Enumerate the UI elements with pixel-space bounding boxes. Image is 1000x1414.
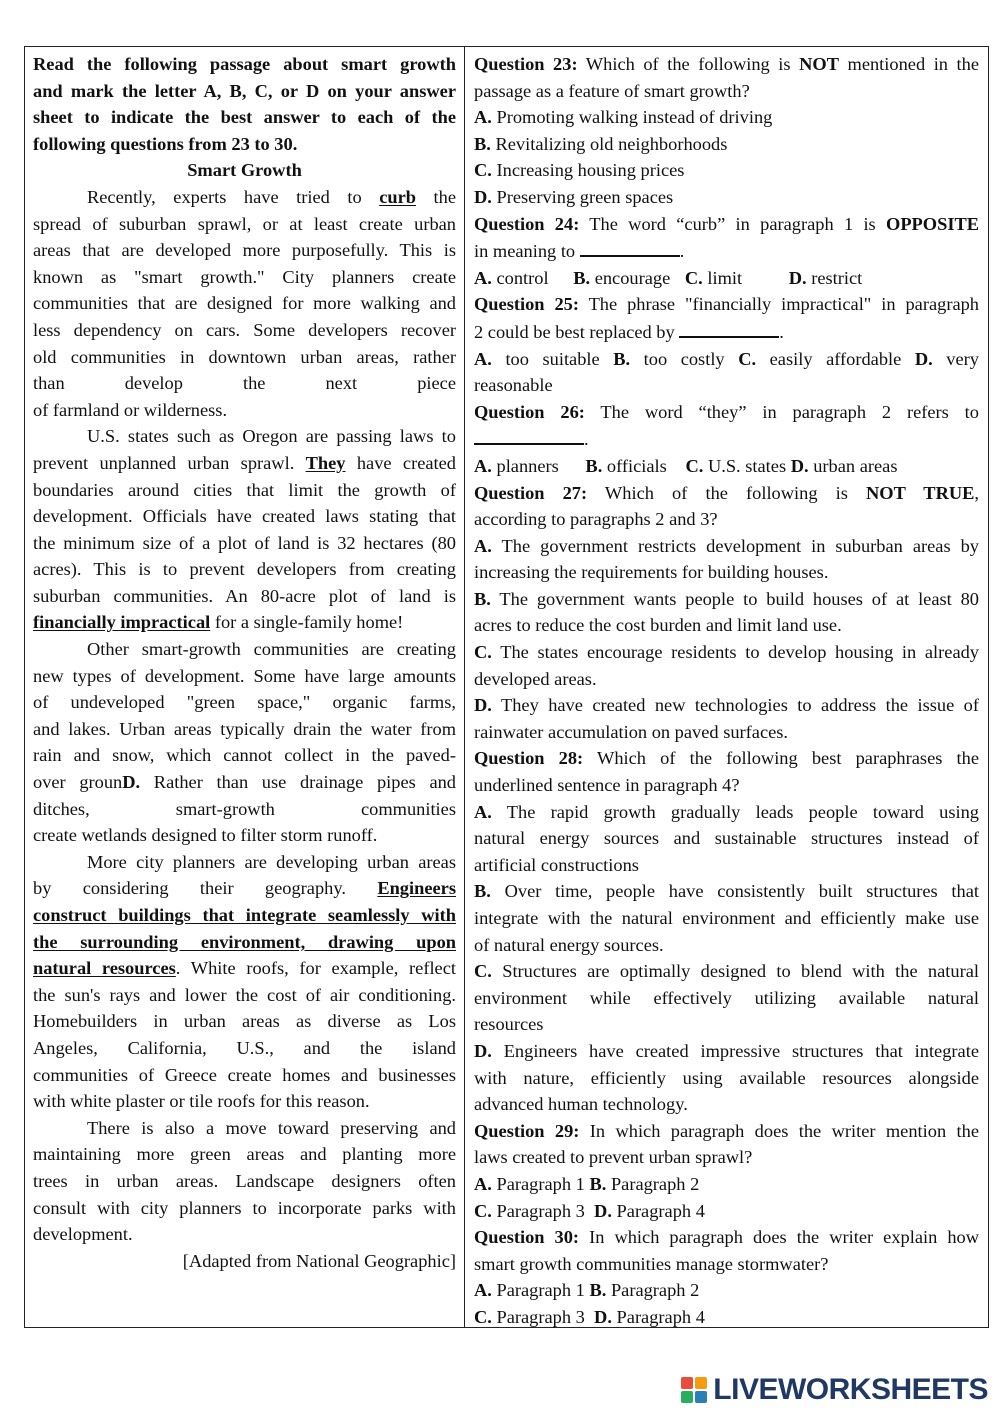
text-line: old communities in downtown urban areas, rather xyxy=(33,346,456,367)
underlined-sentence: the surrounding environment, drawing upon xyxy=(33,931,456,952)
option-a[interactable]: A. The rapid growth gradually leads people toward using natural energy sources and sustainable structures instead of artificial constructions xyxy=(474,801,979,875)
text-line: known as "smart growth." City planners create xyxy=(33,266,456,287)
text-line: Homebuilders in urban areas as diverse as Los xyxy=(33,1011,456,1032)
questions-column xyxy=(465,47,988,1327)
text-line: by considering their geography. Engineers xyxy=(33,878,456,899)
option-c[interactable]: C. Paragraph 3 xyxy=(474,1200,585,1221)
option-b[interactable]: B. Revitalizing old neighborhoods xyxy=(474,133,728,154)
paragraph-1 xyxy=(33,184,456,423)
underlined-sentence: Engineers xyxy=(377,878,456,899)
option-a[interactable]: A. planners xyxy=(474,455,559,476)
text-line: the sun's rays and lower the cost of air conditioning. xyxy=(33,984,456,1005)
options-row xyxy=(474,1171,979,1198)
option-d[interactable]: D. very xyxy=(914,348,979,369)
answer-blank[interactable] xyxy=(580,237,680,257)
option-a[interactable]: A. control xyxy=(474,267,549,288)
brand-name: LIVEWORKSHEETS xyxy=(713,1373,988,1406)
question-stem: passage as a feature of smart growth? xyxy=(474,80,750,101)
question-stem: Question 27: Which of the following is NOT TRUE, xyxy=(474,482,980,503)
text-line: the minimum size of a plot of land is 32 hectares (80 xyxy=(33,532,456,553)
underlined-sentence: construct buildings that integrate seamlessly with xyxy=(33,905,456,925)
answer-blank[interactable] xyxy=(474,425,584,445)
instructions-line: sheet to indicate the best answer to each of the xyxy=(33,107,456,128)
question-stem: Question 30: In which paragraph does the writer explain how xyxy=(474,1227,979,1248)
instructions-line: Read the following passage about smart growth xyxy=(33,54,456,74)
question-stem: laws created to prevent urban sprawl? xyxy=(474,1147,753,1168)
passage-column xyxy=(25,47,465,1327)
option-a[interactable]: A. Promoting walking instead of driving xyxy=(474,107,773,128)
options-row xyxy=(474,346,979,373)
text-line: development. xyxy=(33,1224,133,1245)
question-stem: smart growth communities manage stormwater? xyxy=(474,1253,829,1274)
option-b[interactable]: B. Over time, people have consistently built structures that integrate with the natural environment and efficiently make use of natural energy sources. xyxy=(474,881,979,955)
question-stem: in meaning to . xyxy=(474,237,979,265)
text-line: acres). This is to prevent developers from creating xyxy=(33,559,456,580)
option-c[interactable]: C. Increasing housing prices xyxy=(474,160,685,181)
text-line: boundaries around cities that limit the growth of xyxy=(33,479,456,500)
liveworksheets-logo-icon xyxy=(681,1377,707,1403)
question-stem: Question 29: In which paragraph does the writer mention the xyxy=(474,1120,979,1141)
text-line: Other smart-growth communities are creating xyxy=(87,639,456,660)
text-line: and lakes. Urban areas typically drain the water from xyxy=(33,718,456,739)
option-b[interactable]: B. officials xyxy=(585,455,667,476)
option-b[interactable]: B. Paragraph 2 xyxy=(589,1173,700,1194)
options-row xyxy=(474,265,979,292)
answer-blank[interactable] xyxy=(679,318,779,338)
question-30 xyxy=(474,1224,979,1330)
options-row xyxy=(474,1198,979,1225)
text-line: less dependency on cars. Some developers recover xyxy=(33,319,456,340)
question-stem: Question 25: The phrase "financially impractical" in paragraph xyxy=(474,294,980,315)
option-c[interactable]: C. easily affordable xyxy=(738,348,902,369)
option-c[interactable]: C. The states encourage residents to develop housing in already developed areas. xyxy=(474,642,980,689)
paragraph-3 xyxy=(33,636,456,849)
underlined-word-they: They xyxy=(305,452,346,473)
passage-title: Smart Growth xyxy=(187,160,302,181)
question-stem: Question 26: The word “they” in paragraph 2 refers to xyxy=(474,401,979,422)
option-d[interactable]: D. Engineers have created impressive structures that integrate with nature, efficiently using available resources alongside advanced human technology. xyxy=(474,1040,979,1115)
text-line: ditches, smart-growth communities xyxy=(33,798,456,819)
text-line: than develop the next piece xyxy=(33,373,456,394)
paragraph-2 xyxy=(33,423,456,636)
text-line: Recently, experts have tried to curb the xyxy=(87,186,456,207)
text-line: communities that are designed for more walking and xyxy=(33,293,456,314)
question-stem: Question 23: Which of the following is NOT mentioned in the xyxy=(474,54,980,74)
text-line: rain and snow, which cannot collect in the paved- xyxy=(33,745,456,766)
question-29 xyxy=(474,1118,979,1224)
text-line: There is also a move toward preserving and xyxy=(87,1117,456,1138)
instructions xyxy=(33,51,456,157)
option-a[interactable]: A. Paragraph 1 xyxy=(474,1173,585,1194)
text-line: financially impractical for a single-family home! xyxy=(33,612,404,633)
text-line: Angeles, California, U.S., and the island xyxy=(33,1037,456,1058)
question-28 xyxy=(474,745,979,1117)
question-stem: Question 28: Which of the following best paraphrases the xyxy=(474,748,979,769)
instructions-line: and mark the letter A, B, C, or D on your answer xyxy=(33,80,456,101)
text-line: areas that are developed more purposefully. This is xyxy=(33,240,456,261)
text-line: maintaining more green areas and planting more xyxy=(33,1144,456,1165)
logo-square xyxy=(681,1391,693,1403)
underlined-sentence: natural resources xyxy=(33,958,176,979)
text-line: over grounD. Rather than use drainage pipes and xyxy=(33,772,456,793)
passage-source: [Adapted from National Geographic] xyxy=(182,1250,456,1271)
option-b[interactable]: B. too costly xyxy=(613,348,725,369)
option-c[interactable]: C. limit xyxy=(684,267,743,288)
text-line: with white plaster or tile roofs for this reason. xyxy=(33,1091,370,1112)
text-line: development. Officials have created laws stating that xyxy=(33,506,456,527)
text-line: communities of Greece create homes and businesses xyxy=(33,1064,456,1085)
question-stem: 2 could be best replaced by . xyxy=(474,318,979,346)
option-b[interactable]: B. Paragraph 2 xyxy=(589,1280,700,1301)
option-d[interactable]: D. Paragraph 4 xyxy=(594,1200,705,1221)
paragraph-4 xyxy=(33,849,456,1115)
logo-square xyxy=(695,1377,707,1389)
instructions-line: following questions from 23 to 30. xyxy=(33,133,298,154)
worksheet-table xyxy=(24,46,989,1328)
text-line: trees in urban areas. Landscape designers often xyxy=(33,1170,456,1191)
option-a[interactable]: A. too suitable xyxy=(474,348,600,369)
options-row xyxy=(474,1277,979,1304)
option-d[interactable]: D. Preserving green spaces xyxy=(474,186,674,207)
text-line: U.S. states such as Oregon are passing laws to xyxy=(87,426,456,447)
option-d[interactable]: D. restrict xyxy=(788,267,863,288)
option-b[interactable]: B. The government wants people to build houses of at least 80 acres to reduce the cost burden and limit land use. xyxy=(474,588,979,636)
text-line: spread of suburban sprawl, or at least create urban xyxy=(33,213,456,234)
question-25 xyxy=(474,291,979,398)
underlined-phrase-financially-impractical: financially impractical xyxy=(33,612,211,633)
paragraph-5 xyxy=(33,1115,456,1248)
text-line: natural resources. White roofs, for example, reflect xyxy=(33,958,456,979)
question-stem: . xyxy=(474,425,979,453)
logo-square xyxy=(681,1377,693,1389)
option-d[interactable]: D. They have created new technologies to address the issue of rainwater accumulation on paved surfaces. xyxy=(474,695,980,742)
question-stem: according to paragraphs 2 and 3? xyxy=(474,509,718,530)
option-d-continued[interactable]: reasonable xyxy=(474,375,553,396)
option-a[interactable]: A. The government restricts development in suburban areas by increasing the requirements for building houses. xyxy=(474,535,979,583)
liveworksheets-brand[interactable] xyxy=(681,1373,988,1407)
option-c[interactable]: C. Paragraph 3 xyxy=(474,1306,585,1327)
text-line: of undeveloped "green space," organic farms, xyxy=(33,692,456,713)
text-line: new types of development. Some have large amounts xyxy=(33,665,456,686)
options-row xyxy=(474,453,979,480)
question-stem: Question 24: The word “curb” in paragraph 1 is OPPOSITE xyxy=(474,213,980,234)
text-line: prevent unplanned urban sprawl. They have created xyxy=(33,452,456,473)
text-line: create wetlands designed to filter storm runoff. xyxy=(33,825,378,846)
text-line: of farmland or wilderness. xyxy=(33,399,228,420)
question-24 xyxy=(474,211,979,292)
option-c[interactable]: C. Structures are optimally designed to blend with the natural environment while effectively utilizing available natural resources xyxy=(474,961,979,1035)
question-26 xyxy=(474,399,979,480)
question-23 xyxy=(474,51,979,211)
option-c[interactable]: C. U.S. states xyxy=(685,455,787,476)
question-stem: underlined sentence in paragraph 4? xyxy=(474,775,740,796)
question-27 xyxy=(474,480,979,746)
option-a[interactable]: A. Paragraph 1 xyxy=(474,1280,585,1301)
text-line: suburban communities. An 80-acre plot of land is xyxy=(33,585,456,606)
option-d[interactable]: D. urban areas xyxy=(790,455,898,476)
logo-square xyxy=(695,1391,707,1403)
option-d[interactable]: D. Paragraph 4 xyxy=(594,1306,705,1327)
text-line: consult with city planners to incorporate parks with xyxy=(33,1197,456,1218)
options-row xyxy=(474,1304,979,1331)
underlined-word-curb: curb xyxy=(379,186,416,207)
text-line: More city planners are developing urban areas xyxy=(87,851,456,872)
option-b[interactable]: B. encourage xyxy=(573,267,671,288)
